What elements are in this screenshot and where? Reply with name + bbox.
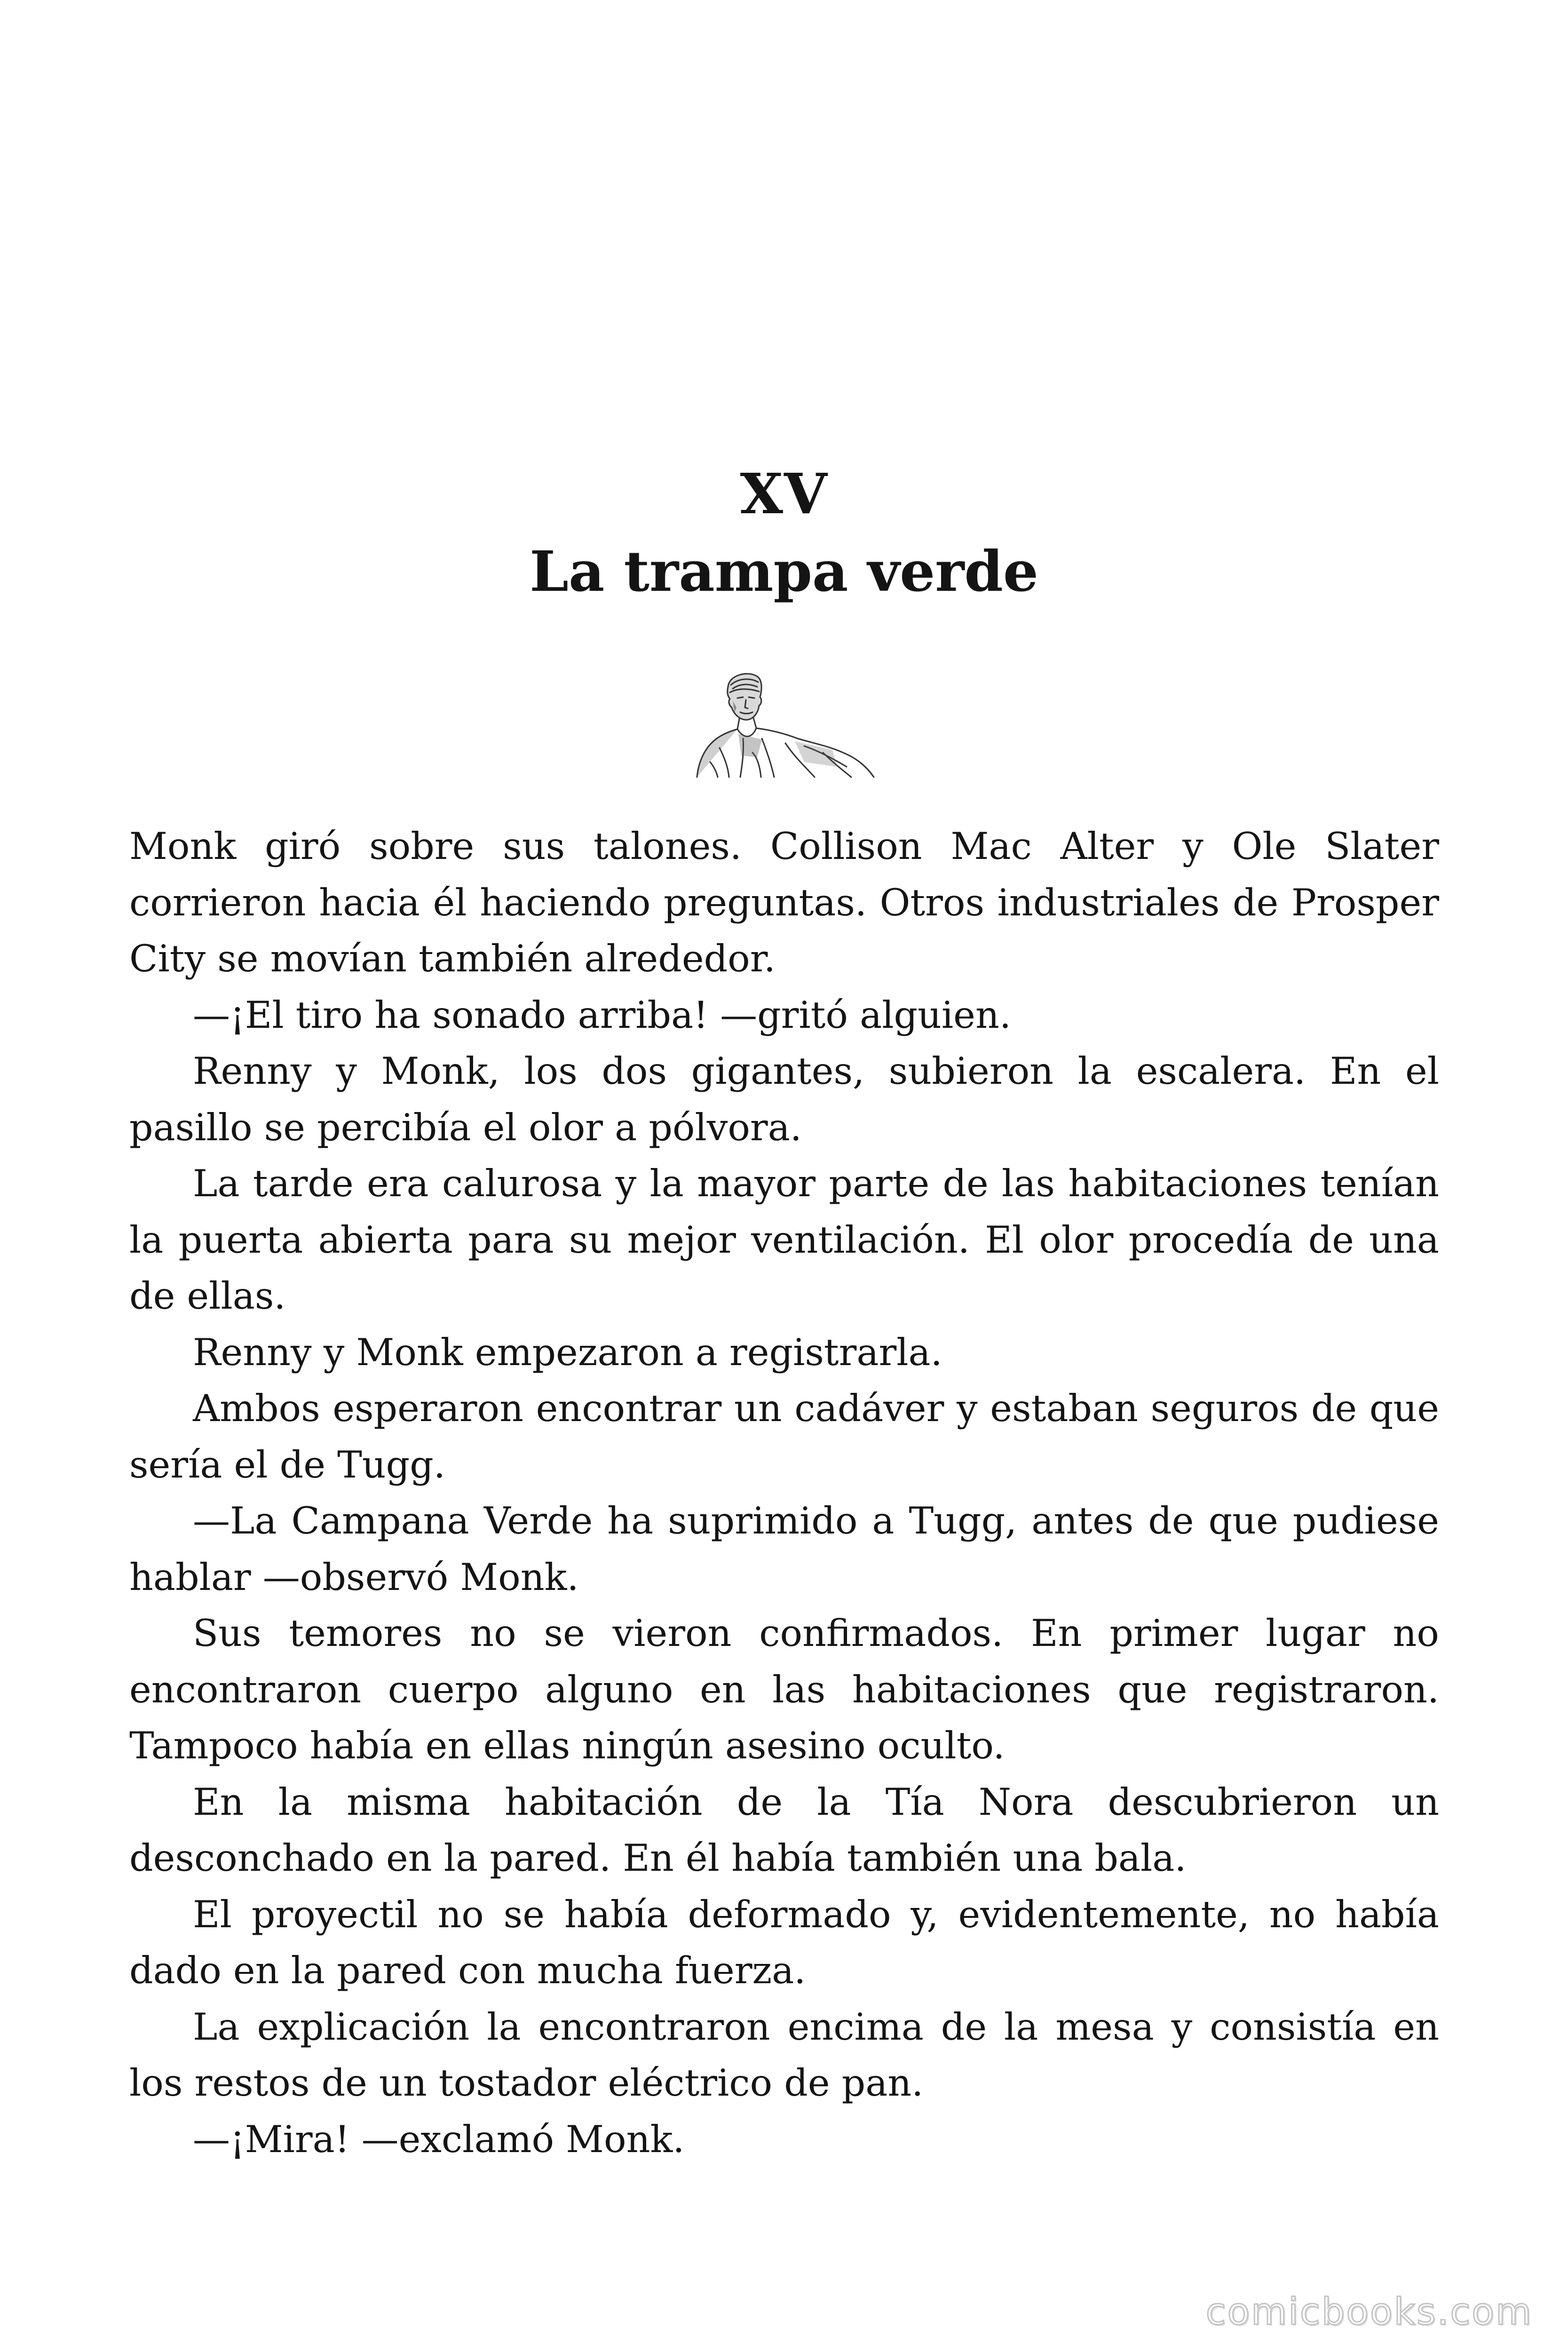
doc-savage-bust-illustration-icon	[691, 668, 879, 781]
paragraph: La explicación la encontraron encima de la mesa y consistía en los restos de un tostador eléctrico de pan.	[129, 2005, 1439, 2105]
paragraph: Renny y Monk, los dos gigantes, subieron la escalera. En el pasillo se percibía el olor a pólvora.	[129, 1049, 1439, 1149]
paragraph: Ambos esperaron encontrar un cadáver y estaban seguros de que sería el de Tugg.	[129, 1387, 1439, 1486]
paragraph: Renny y Monk empezaron a registrarla.	[193, 1330, 942, 1374]
chapter-number: XV	[740, 461, 828, 526]
chapter-title: La trampa verde	[530, 539, 1038, 604]
paragraph: Monk giró sobre sus talones. Collison Mac Alter y Ole Slater corrieron hacia él haciendo preguntas. Otros industriales de Prosper City se movían también alrededor.	[129, 825, 1439, 980]
paragraph: El proyectil no se había deformado y, evidentemente, no había dado en la pared con mucha fuerza.	[129, 1892, 1439, 1992]
paragraph: En la misma habitación de la Tía Nora descubrieron un desconchado en la pared. En él había también una bala.	[129, 1780, 1439, 1880]
paragraph: —La Campana Verde ha suprimido a Tugg, antes de que pudiese hablar —observó Monk.	[129, 1499, 1439, 1599]
watermark: comicbooks.com	[1205, 2291, 1533, 2333]
paragraph: —¡El tiro ha sonado arriba! —gritó alguien.	[193, 993, 1011, 1037]
paragraph: —¡Mira! —exclamó Monk.	[193, 2117, 685, 2161]
paragraph: La tarde era calurosa y la mayor parte de las habitaciones tenían la puerta abierta para su mejor ventilación. El olor procedía de una de ellas.	[129, 1162, 1439, 1318]
paragraph: Sus temores no se vieron confirmados. En primer lugar no encontraron cuerpo alguno en las habitaciones que registraron. Tampoco había en ellas ningún asesino oculto.	[129, 1612, 1439, 1767]
chapter-body	[129, 818, 1439, 2168]
